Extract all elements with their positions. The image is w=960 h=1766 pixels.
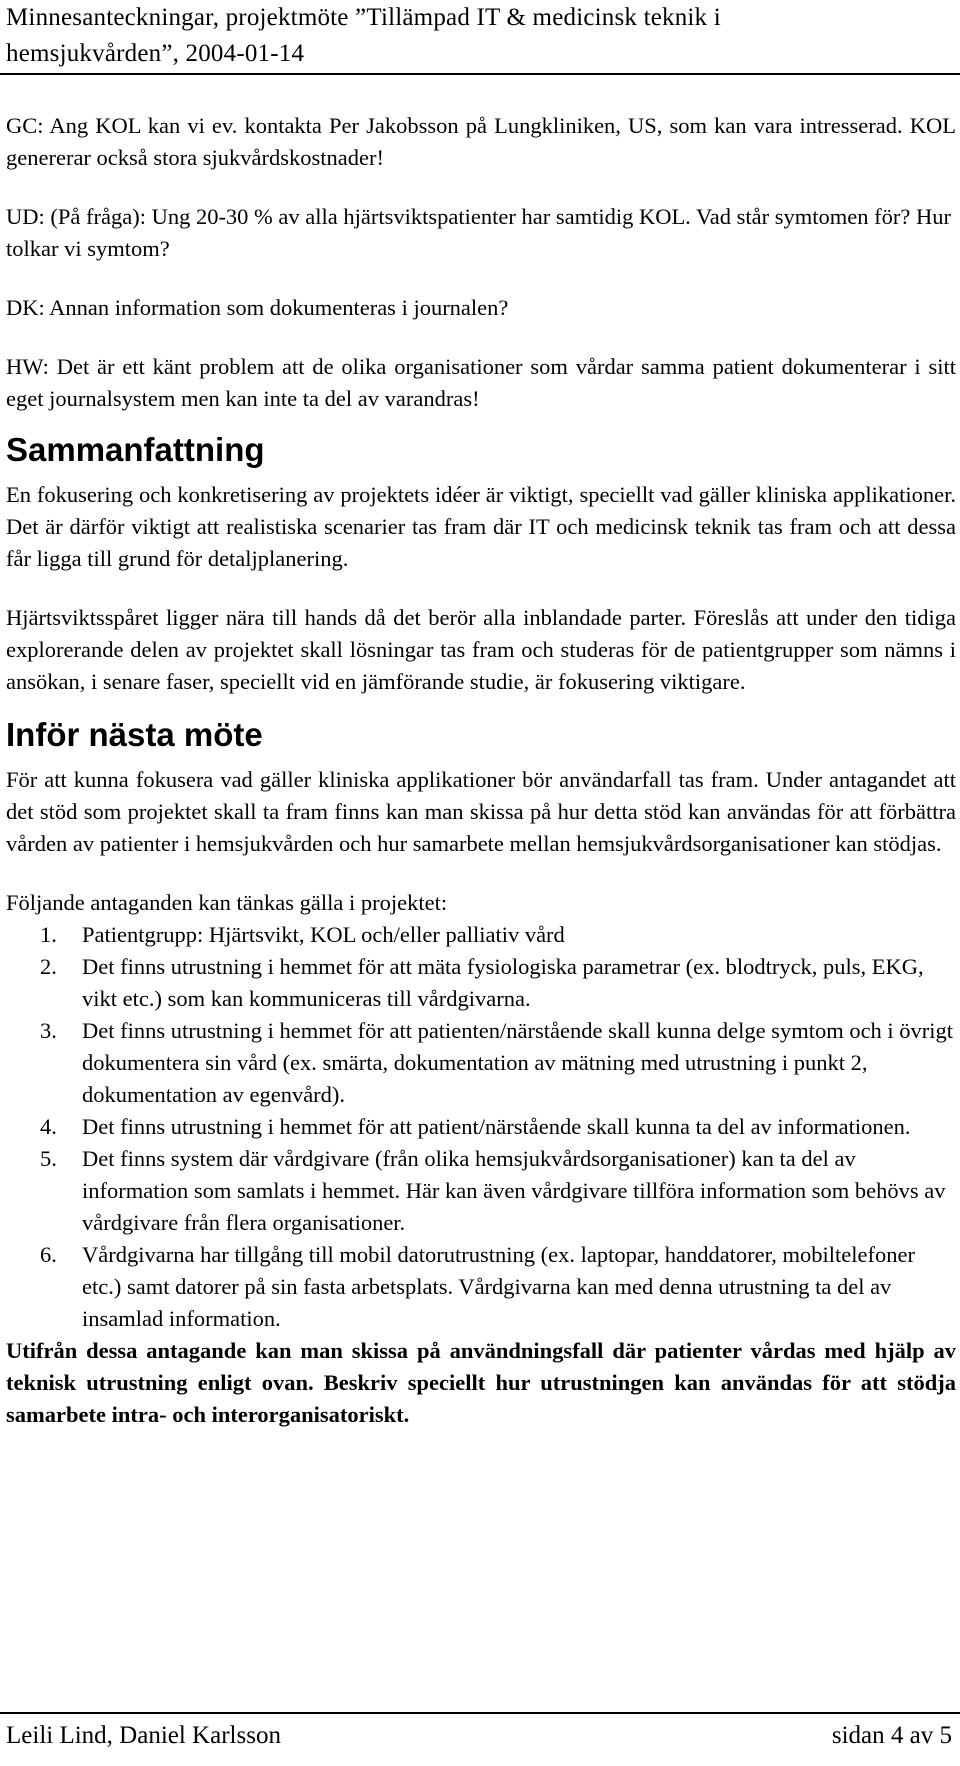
note-hw: HW: Det är ett känt problem att de olika organisationer som vårdar samma patient dokumenterar i sitt eget journalsystem men kan inte ta del av varandras! [6, 354, 956, 411]
page-footer [6, 1718, 952, 1754]
header-title-line-2: hemsjukvården”, 2004-01-14 [6, 40, 305, 67]
list-item [6, 951, 956, 1015]
list-item [6, 919, 956, 951]
list-item [6, 1111, 956, 1143]
header-divider [0, 73, 960, 75]
note-dk: DK: Annan information som dokumenteras i journalen? [6, 295, 509, 320]
list-item-number: 6. [40, 1242, 57, 1267]
document-body [6, 110, 956, 1431]
page-header [6, 0, 950, 72]
list-item-text: Det finns utrustning i hemmet för att patienten/närstående skall kunna delge symtom och i övrigt dokumentera sin vård (ex. smärta, dokumentation av mätning med utrustning i punkt 2, dokumentation av egenvård). [82, 1018, 954, 1107]
list-item-text: Det finns system där vårdgivare (från olika hemsjukvårdsorganisationer) kan ta del av information som samlats i hemmet. Här kan även vårdgivare tillföra information som behövs av vårdgivare från flera organisationer. [82, 1146, 946, 1235]
summary-paragraph-2: Hjärtsviktsspåret ligger nära till hands då det berör alla inblandade parter. Föreslås att under den tidiga explorerande delen av projektet skall lösningar tas fram och studeras för de patientgrupper som nämns i ansökan, i senare faser, speciellt vid en jämförande studie, är fokusering viktigare. [6, 605, 956, 694]
summary-heading: Sammanfattning [6, 431, 265, 468]
footer-authors: Leili Lind, Daniel Karlsson [6, 1722, 281, 1749]
list-item-number: 4. [40, 1114, 57, 1139]
conclusion-paragraph: Utifrån dessa antagande kan man skissa på användningsfall där patienter vårdas med hjälp av teknisk utrustning enligt ovan. Beskriv speciellt hur utrustningen kan användas för att stödja samarbete intra- och interorganisatoriskt. [6, 1338, 956, 1427]
list-item-number: 5. [40, 1146, 57, 1171]
footer-divider [0, 1712, 960, 1714]
list-item [6, 1239, 956, 1335]
list-item [6, 1015, 956, 1111]
list-item-text: Patientgrupp: Hjärtsvikt, KOL och/eller palliativ vård [82, 922, 565, 947]
next-meeting-paragraph: För att kunna fokusera vad gäller kliniska applikationer bör användarfall tas fram. Under antagandet att det stöd som projektet skall ta fram finns kan man skissa på hur detta stöd kan användas för att förbättra vården av patienter i hemsjukvården och hur samarbete mellan hemsjukvårdsorganisationer kan stödjas. [6, 767, 956, 856]
list-item-text: Vårdgivarna har tillgång till mobil datorutrustning (ex. laptopar, handdatorer, mobiltelefoner etc.) samt datorer på sin fasta arbetsplats. Vårdgivarna kan med denna utrustning ta del av insamlad information. [82, 1242, 915, 1331]
list-item-number: 3. [40, 1018, 57, 1043]
note-ud: UD: (På fråga): Ung 20-30 % av alla hjärtsviktspatienter har samtidig KOL. Vad står symtomen för? Hur tolkar vi symtom? [6, 204, 951, 261]
header-title-line-1: Minnesanteckningar, projektmöte ”Tillämpad IT & medicinsk teknik i [6, 4, 721, 31]
note-gc: GC: Ang KOL kan vi ev. kontakta Per Jakobsson på Lungkliniken, US, som kan vara intresserad. KOL genererar också stora sjukvårdskostnader! [6, 113, 956, 170]
assumptions-intro: Följande antaganden kan tänkas gälla i projektet: [6, 890, 448, 915]
list-item [6, 1143, 956, 1239]
list-item-text: Det finns utrustning i hemmet för att mäta fysiologiska parametrar (ex. blodtryck, puls, EKG, vikt etc.) som kan kommuniceras till vårdgivarna. [82, 954, 924, 1011]
assumptions-list [6, 919, 956, 1335]
list-item-number: 1. [40, 922, 57, 947]
list-item-text: Det finns utrustning i hemmet för att patient/närstående skall kunna ta del av informationen. [82, 1114, 911, 1139]
next-meeting-heading: Inför nästa möte [6, 716, 263, 753]
list-item-number: 2. [40, 954, 57, 979]
footer-page-number: sidan 4 av 5 [831, 1722, 952, 1749]
summary-paragraph-1: En fokusering och konkretisering av projektets idéer är viktigt, speciellt vad gäller kliniska applikationer. Det är därför viktigt att realistiska scenarier tas fram där IT och medicinsk teknik tas fram och att dessa får ligga till grund för detaljplanering. [6, 482, 956, 571]
